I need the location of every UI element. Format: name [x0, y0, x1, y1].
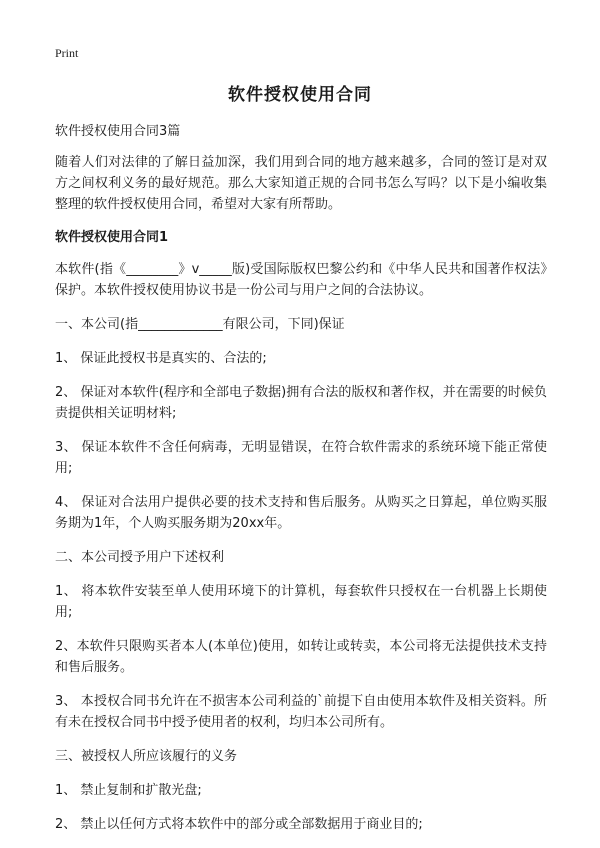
- paragraph-preamble: 本软件(指《________》v_____版)受国际版权巴黎公约和《中华人民共和国著作权法》保护。本软件授权使用协议书是一份公司与用户之间的合法协议。: [55, 262, 547, 298]
- document-body: [55, 121, 547, 848]
- document-subtitle: 软件授权使用合同3篇: [55, 124, 181, 139]
- print-label: Print: [55, 46, 79, 60]
- clause-heading-2: 二、本公司授予用户下述权利: [55, 550, 225, 565]
- clause-item: 3、 保证本软件不含任何病毒，无明显错误，在符合软件需求的系统环境下能正常使用;: [55, 440, 547, 476]
- clause-item: 2、 保证对本软件(程序和全部电子数据)拥有合法的版权和著作权，并在需要的时候负责提供相关证明材料;: [55, 385, 547, 421]
- clause-item: 2、 禁止以任何方式将本软件中的部分或全部数据用于商业目的;: [55, 817, 423, 832]
- clause-item: 1、 将本软件安装至单人使用环境下的计算机，每套软件只授权在一台机器上长期使用;: [55, 584, 547, 620]
- section-heading: 软件授权使用合同1: [55, 230, 169, 245]
- clause-item: 2、本软件只限购买者本人(本单位)使用，如转让或转卖，本公司将无法提供技术支持和售后服务。: [55, 639, 547, 675]
- clause-item: 4、 保证对合法用户提供必要的技术支持和售后服务。从购买之日算起，单位购买服务期为1年，个人购买服务期为20xx年。: [55, 495, 547, 531]
- clause-heading-3: 三、被授权人所应该履行的义务: [55, 749, 238, 764]
- clause-item: 1、 禁止复制和扩散光盘;: [55, 783, 202, 798]
- document-title: 软件授权使用合同: [228, 85, 372, 105]
- clause-heading-1: 一、本公司(指_____________有限公司，下同)保证: [55, 317, 345, 332]
- intro-paragraph: 随着人们对法律的了解日益加深，我们用到合同的地方越来越多，合同的签订是对双方之间权利义务的最好规范。那么大家知道正规的合同书怎么写吗？以下是小编收集整理的软件授权使用合同，希望对大家有所帮助。: [55, 155, 547, 212]
- clause-item: 1、 保证此授权书是真实的、合法的;: [55, 351, 267, 366]
- clause-item: 3、 本授权合同书允许在不损害本公司利益的`前提下自由使用本软件及相关资料。所有未在授权合同书中授予使用者的权利，均归本公司所有。: [55, 694, 547, 730]
